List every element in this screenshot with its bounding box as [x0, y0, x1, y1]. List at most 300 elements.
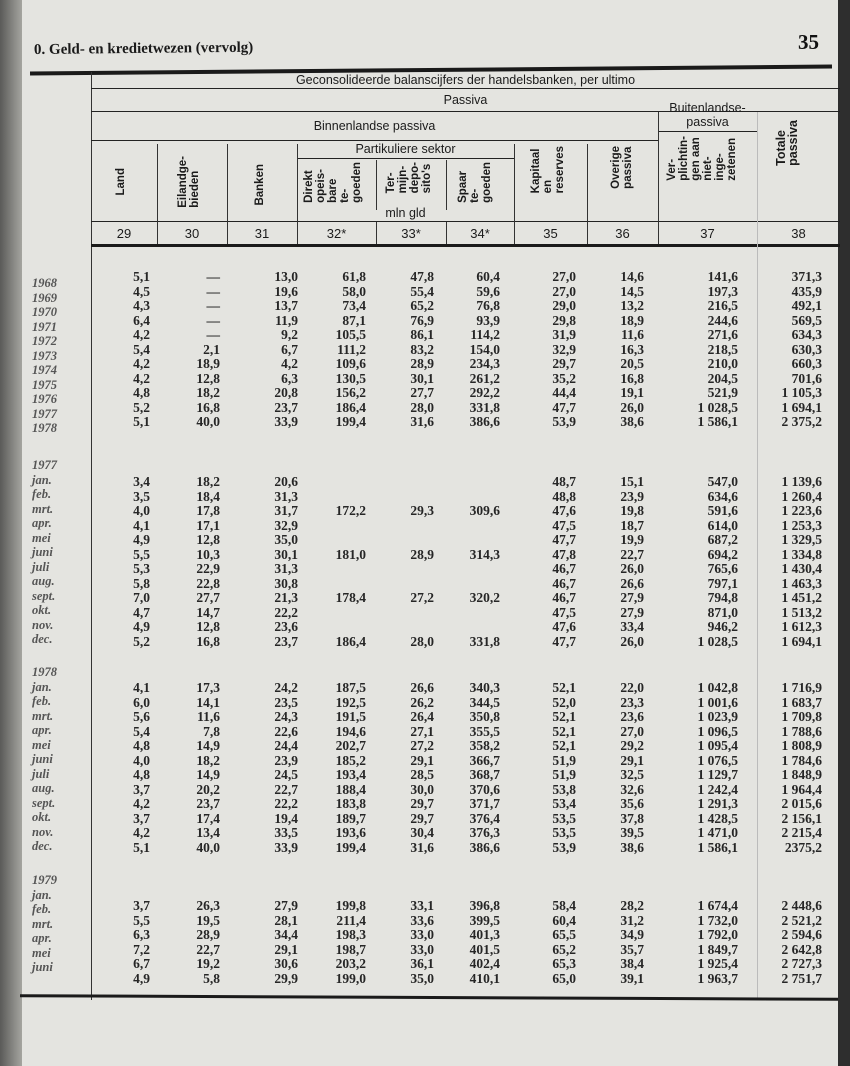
- table-cell: 4,2: [133, 825, 150, 840]
- table-cell: 765,6: [707, 561, 738, 576]
- table-cell: 309,6: [469, 503, 500, 518]
- table-cell: 1 716,9: [781, 680, 822, 695]
- column-number: 30: [184, 226, 200, 241]
- table-cell: 23,9: [620, 488, 644, 504]
- period-label: 1978: [32, 421, 57, 435]
- table-cell: 11,6: [621, 327, 644, 342]
- table-cell: 19,2: [196, 956, 220, 971]
- table-cell: [298, 533, 366, 548]
- table-cell: 5,3: [133, 561, 150, 576]
- table-cell: 47,7: [552, 399, 576, 415]
- table-cell: 39,5: [620, 825, 644, 840]
- table-cell: 1 683,7: [781, 694, 822, 710]
- table-cell: 5,1: [133, 414, 150, 429]
- table-cell: 19,9: [620, 532, 644, 547]
- column-header-termijndeposito: Ter- mijn- depo- sito's: [385, 162, 433, 194]
- column-divider: [376, 160, 377, 210]
- period-label: 1975: [32, 377, 57, 392]
- table-cell: [298, 562, 366, 577]
- table-cell: 35,6: [620, 796, 644, 811]
- table-cell: [298, 475, 366, 490]
- table-cell: 11,9: [275, 312, 298, 328]
- table-cell: 4,8: [133, 738, 150, 753]
- period-label: jan.: [32, 472, 52, 487]
- table-cell: 185,2: [335, 752, 366, 768]
- table-cell: 193,4: [335, 767, 366, 782]
- table-row: [91, 768, 822, 783]
- table-cell: 634,6: [707, 488, 738, 504]
- table-cell: 1 788,6: [781, 723, 822, 739]
- table-cell: 47,8: [552, 546, 576, 562]
- table-cell: 1 105,3: [781, 385, 822, 400]
- table-cell: 687,2: [707, 532, 738, 547]
- table-cell: 13,7: [274, 298, 298, 313]
- table-cell: [298, 577, 366, 592]
- table-cell: 189,7: [335, 810, 366, 826]
- table-cell: 1 253,3: [781, 517, 822, 533]
- table-cell: 30,6: [274, 956, 298, 971]
- table-cell: 29,1: [620, 752, 644, 768]
- table-cell: 47,6: [552, 619, 576, 634]
- table-cell: 35,0: [274, 532, 298, 547]
- period-label: 1977: [32, 406, 57, 421]
- table-cell: [434, 475, 500, 490]
- period-label: 1973: [32, 348, 57, 363]
- table-cell: 105,5: [335, 327, 366, 342]
- period-label: juli: [32, 559, 50, 574]
- table-row: [91, 957, 822, 972]
- table-cell: 1 463,3: [781, 575, 822, 591]
- table-cell: 28,9: [410, 546, 434, 562]
- table-cell: 7,0: [133, 590, 150, 605]
- period-label: aug.: [32, 574, 55, 588]
- table-cell: 271,6: [707, 327, 738, 342]
- column-header-verplichtingen: Ver- plichtin- gen aan niet- inge- zetenen: [666, 136, 738, 181]
- period-label: mei: [32, 530, 51, 545]
- table-row: [91, 739, 822, 754]
- table-row: [91, 620, 822, 635]
- table-cell: 20,2: [196, 781, 220, 797]
- table-cell: 410,1: [469, 970, 500, 986]
- column-number: 31: [254, 226, 270, 241]
- table-cell: 51,9: [552, 767, 576, 782]
- table-row: [91, 606, 822, 621]
- table-cell: 83,2: [410, 341, 434, 357]
- table-row: [91, 754, 822, 769]
- page-number: 35: [798, 30, 819, 54]
- table-cell: 19,1: [620, 385, 644, 400]
- table-cell: 14,5: [620, 283, 644, 299]
- period-label: sept.: [32, 795, 56, 810]
- table-cell: 20,8: [274, 385, 298, 400]
- table-cell: 370,6: [469, 781, 500, 797]
- table-cell: 65,5: [552, 927, 576, 942]
- table-cell: 1 784,6: [781, 752, 822, 768]
- table-cell: 193,6: [335, 825, 366, 840]
- table-cell: 38,4: [620, 956, 644, 971]
- table-cell: 15,1: [620, 474, 644, 489]
- table-cell: 1 586,1: [697, 414, 738, 429]
- table-cell: 26,3: [196, 898, 220, 913]
- table-row: [91, 475, 822, 490]
- table-cell: [434, 533, 500, 548]
- table-cell: 33,1: [410, 898, 434, 913]
- table-cell: 199,4: [335, 839, 366, 855]
- table-cell: 492,1: [791, 298, 822, 313]
- table-cell: 29,2: [620, 738, 644, 753]
- table-cell: 1 513,2: [781, 604, 822, 620]
- table-row: [91, 562, 822, 577]
- table-cell: 6,3: [281, 370, 298, 386]
- table-row: [91, 725, 822, 740]
- table-cell: 29,7: [410, 796, 434, 811]
- table-cell: 35,0: [410, 970, 434, 986]
- table-cell: 47,7: [552, 532, 576, 547]
- table-cell: 1 139,6: [781, 474, 822, 489]
- table-cell: 192,5: [335, 694, 366, 710]
- table-cell: 53,9: [552, 414, 576, 429]
- table-cell: 5,8: [203, 970, 220, 986]
- table-cell: 22,7: [196, 941, 220, 957]
- table-cell: 60,4: [552, 912, 576, 928]
- table-cell: 31,6: [410, 839, 434, 855]
- table-cell: 634,3: [791, 327, 822, 342]
- table-cell: —: [206, 283, 220, 299]
- table-cell: 13,4: [196, 825, 220, 840]
- table-row: [91, 299, 822, 314]
- table-cell: 23,7: [274, 633, 298, 649]
- table-cell: 435,9: [791, 283, 822, 299]
- column-header-overige: Overige passiva: [610, 146, 634, 189]
- table-cell: 186,4: [335, 399, 366, 415]
- table-cell: 37,8: [620, 810, 644, 826]
- table-cell: 1 808,9: [781, 738, 822, 753]
- table-cell: 65,2: [410, 298, 434, 313]
- table-cell: 24,3: [274, 709, 298, 724]
- table-cell: 27,7: [410, 385, 434, 400]
- table-cell: 19,5: [196, 912, 220, 928]
- table-cell: 4,2: [133, 370, 150, 386]
- table-cell: 33,9: [274, 414, 298, 429]
- table-cell: 401,3: [469, 927, 500, 942]
- header-bottom-rule: [91, 244, 840, 247]
- table-cell: 32,6: [620, 781, 644, 797]
- table-cell: [298, 519, 366, 534]
- table-row: [91, 328, 822, 343]
- table-cell: 4,2: [133, 327, 150, 342]
- table-cell: 521,9: [707, 385, 738, 400]
- table-cell: [434, 620, 500, 635]
- table-cell: [434, 490, 500, 505]
- period-labels: [32, 873, 57, 975]
- table-cell: 53,4: [552, 796, 576, 811]
- table-cell: 52,1: [552, 680, 576, 695]
- table-cell: 591,6: [707, 503, 738, 518]
- table-cell: 23,7: [274, 399, 298, 415]
- table-row: [91, 548, 822, 563]
- table-cell: 366,7: [469, 752, 500, 768]
- table-cell: 376,4: [469, 810, 500, 826]
- period-label: mei: [32, 945, 51, 960]
- column-number: 38: [791, 226, 806, 241]
- table-cell: 6,3: [133, 927, 150, 942]
- table-cell: 4,2: [133, 796, 150, 811]
- table-cell: 22,2: [274, 796, 298, 811]
- table-cell: 5,4: [133, 341, 150, 357]
- table-cell: 1 612,3: [781, 619, 822, 634]
- table-cell: 29,9: [274, 970, 298, 986]
- table-cell: 130,5: [335, 370, 366, 386]
- table-cell: 30,4: [410, 825, 434, 840]
- table-cell: 30,1: [274, 546, 298, 562]
- table-row: [91, 914, 822, 929]
- table-cell: 46,7: [552, 590, 576, 605]
- table-cell: [298, 490, 366, 505]
- period-label: dec.: [32, 839, 53, 853]
- table-cell: 30,1: [410, 370, 434, 386]
- table-cell: 87,1: [342, 312, 366, 328]
- table-cell: 16,8: [620, 370, 644, 386]
- table-cell: 630,3: [791, 341, 822, 357]
- table-cell: 314,3: [469, 546, 500, 562]
- period-label: jan.: [32, 887, 52, 902]
- table-cell: 216,5: [707, 298, 738, 313]
- table-cell: 27,7: [196, 590, 220, 605]
- table-cell: 33,5: [274, 825, 298, 840]
- period-label: 1979: [32, 873, 57, 887]
- column-number: 37: [700, 226, 715, 241]
- table-cell: 32,9: [552, 341, 576, 357]
- period-label: juni: [32, 752, 53, 766]
- table-cell: 12,8: [196, 370, 220, 386]
- period-label: feb.: [32, 487, 52, 501]
- table-cell: 27,0: [620, 723, 644, 739]
- table-cell: 1 451,2: [781, 590, 822, 605]
- table-cell: 198,3: [335, 927, 366, 942]
- table-cell: 376,3: [469, 825, 500, 840]
- table-cell: 23,9: [274, 752, 298, 768]
- table-cell: 30,0: [410, 781, 434, 797]
- table-cell: 4,9: [133, 970, 150, 986]
- column-header-eilandgebieden: Eilandge- bieden: [177, 156, 201, 208]
- table-cell: 1 242,4: [697, 781, 738, 797]
- table-cell: 186,4: [335, 633, 366, 649]
- column-header-direkt-opeisbaar: Direkt opeis- bare te- goeden: [303, 162, 363, 203]
- table-row: [91, 415, 822, 430]
- table-cell: 16,8: [196, 633, 220, 649]
- table-cell: 20,5: [620, 356, 644, 371]
- period-label: okt.: [32, 810, 52, 824]
- table-cell: 18,7: [620, 517, 644, 533]
- column-number: 29: [116, 226, 132, 241]
- table-cell: 28,9: [410, 356, 434, 371]
- table-cell: 14,9: [196, 767, 220, 782]
- column-header-totale-passiva: Totale passiva: [774, 120, 800, 166]
- table-cell: [366, 533, 434, 548]
- table-cell: 203,2: [335, 956, 366, 971]
- table-cell: [366, 519, 434, 534]
- table-cell: 33,9: [274, 839, 298, 855]
- table-cell: 358,2: [469, 738, 500, 753]
- table-cell: 36,1: [410, 956, 434, 971]
- table-cell: 794,8: [707, 590, 738, 605]
- table-cell: —: [206, 298, 220, 313]
- table-cell: 28,2: [620, 898, 644, 913]
- table-cell: 1 732,0: [697, 912, 738, 928]
- table-cell: 53,8: [552, 781, 576, 797]
- table-cell: 114,2: [470, 327, 500, 342]
- table-cell: 183,8: [335, 796, 366, 811]
- table-cell: 47,7: [552, 633, 576, 649]
- table-cell: 14,6: [620, 269, 644, 284]
- table-cell: 31,9: [552, 327, 576, 342]
- table-cell: 396,8: [469, 898, 500, 913]
- table-cell: 3,7: [133, 898, 150, 913]
- period-label: apr.: [32, 931, 52, 945]
- table-cell: 17,3: [196, 680, 220, 695]
- table-cell: 2 375,2: [781, 414, 822, 429]
- table-cell: 22,9: [196, 561, 220, 576]
- period-label: apr.: [32, 516, 52, 530]
- table-cell: 9,2: [281, 327, 298, 342]
- table-row: [91, 710, 822, 725]
- table-cell: 23,6: [274, 619, 298, 634]
- table-cell: 197,3: [707, 283, 738, 299]
- table-cell: 4,3: [133, 298, 150, 313]
- table-cell: 17,1: [196, 517, 220, 533]
- table-cell: 355,5: [469, 723, 500, 739]
- table-cell: 1 001,6: [697, 694, 738, 710]
- table-cell: 19,4: [274, 810, 298, 826]
- table-cell: 18,2: [196, 752, 220, 768]
- table-cell: 14,1: [196, 694, 220, 710]
- table-cell: 13,0: [274, 269, 298, 284]
- table-cell: 53,5: [552, 810, 576, 826]
- table-cell: 29,1: [410, 752, 434, 768]
- table-cell: 27,9: [620, 590, 644, 605]
- table-cell: 17,8: [196, 503, 220, 518]
- table-cell: 23,5: [274, 694, 298, 710]
- table-cell: 340,3: [469, 680, 500, 695]
- period-label: 1970: [32, 305, 57, 319]
- table-cell: 22,8: [196, 575, 220, 591]
- table-cell: 371,3: [791, 269, 822, 284]
- table-cell: 1 223,6: [781, 503, 822, 518]
- table-cell: 23,6: [620, 709, 644, 724]
- rule: [91, 140, 658, 141]
- table-cell: 2 642,8: [781, 941, 822, 957]
- table-cell: 19,8: [620, 503, 644, 518]
- table-cell: 6,7: [133, 956, 150, 971]
- table-cell: 65,0: [552, 970, 576, 986]
- table-cell: 26,2: [410, 694, 434, 710]
- table-cell: 1 471,0: [697, 825, 738, 840]
- table-cell: 1 260,4: [781, 488, 822, 504]
- table-cell: 191,5: [335, 709, 366, 724]
- table-cell: 31,2: [620, 912, 644, 928]
- table-cell: 52,1: [552, 723, 576, 739]
- table-row: [91, 490, 822, 505]
- table-cell: 29,7: [552, 356, 576, 371]
- table-cell: 331,8: [469, 633, 500, 649]
- period-label: feb.: [32, 902, 52, 916]
- table-cell: 6,0: [133, 694, 150, 710]
- table-cell: 28,5: [410, 767, 434, 782]
- table-cell: 1 430,4: [781, 561, 822, 576]
- period-label: feb.: [32, 694, 52, 708]
- table-cell: 111,2: [337, 341, 366, 357]
- table-row: [91, 591, 822, 606]
- table-cell: 199,4: [335, 414, 366, 429]
- table-cell: 18,2: [196, 385, 220, 400]
- period-label: juli: [32, 766, 50, 781]
- table-cell: 5,8: [133, 575, 150, 591]
- period-label: 1972: [32, 334, 57, 348]
- data-rows: [91, 270, 822, 430]
- table-cell: 52,1: [552, 738, 576, 753]
- table-cell: 210,0: [707, 356, 738, 371]
- column-number: 35: [543, 226, 558, 241]
- table-cell: 3,7: [133, 781, 150, 797]
- table-cell: 1 848,9: [781, 767, 822, 782]
- table-cell: 24,4: [274, 738, 298, 753]
- table-cell: 4,1: [133, 517, 150, 533]
- passiva-heading: Passiva: [443, 93, 488, 107]
- table-cell: 5,5: [133, 912, 150, 928]
- table-cell: 12,8: [196, 619, 220, 634]
- period-labels: [32, 665, 57, 854]
- table-cell: 344,5: [469, 694, 500, 710]
- table-cell: 701,6: [791, 370, 822, 386]
- table-cell: 614,0: [707, 517, 738, 533]
- period-label: dec.: [32, 632, 53, 646]
- column-header-kapitaal: Kapitaal en reserves: [530, 146, 566, 194]
- table-cell: 181,0: [335, 546, 366, 562]
- column-divider: [658, 112, 659, 244]
- table-cell: 156,2: [335, 385, 366, 400]
- table-cell: 59,6: [476, 283, 500, 299]
- table-cell: 65,3: [552, 956, 576, 971]
- table-cell: 58,0: [342, 283, 366, 299]
- table-cell: 27,0: [552, 283, 576, 299]
- column-number: 33*: [401, 226, 421, 241]
- table-cell: 4,0: [133, 503, 150, 518]
- table-cell: 32,9: [274, 517, 298, 533]
- table-cell: 31,3: [274, 488, 298, 504]
- data-rows: [91, 899, 822, 986]
- table-cell: 26,6: [620, 575, 644, 591]
- table-cell: 141,6: [707, 269, 738, 284]
- table-row: [91, 797, 822, 812]
- table-cell: 4,9: [133, 619, 150, 634]
- table-cell: 10,3: [196, 546, 220, 562]
- table-cell: 4,8: [133, 767, 150, 782]
- table-cell: 47,6: [552, 503, 576, 518]
- table-row: [91, 270, 822, 285]
- table-cell: [434, 606, 500, 621]
- table-cell: 1 586,1: [697, 839, 738, 855]
- table-cell: 1 963,7: [697, 970, 738, 986]
- table-cell: 38,6: [620, 414, 644, 429]
- table-row: [91, 783, 822, 798]
- table-cell: 27,0: [552, 269, 576, 284]
- table-cell: 211,4: [336, 912, 366, 928]
- table-cell: 39,1: [620, 970, 644, 986]
- table-cell: 34,4: [274, 927, 298, 942]
- period-label: sept.: [32, 588, 56, 603]
- table-cell: [298, 606, 366, 621]
- table-cell: 40,0: [196, 414, 220, 429]
